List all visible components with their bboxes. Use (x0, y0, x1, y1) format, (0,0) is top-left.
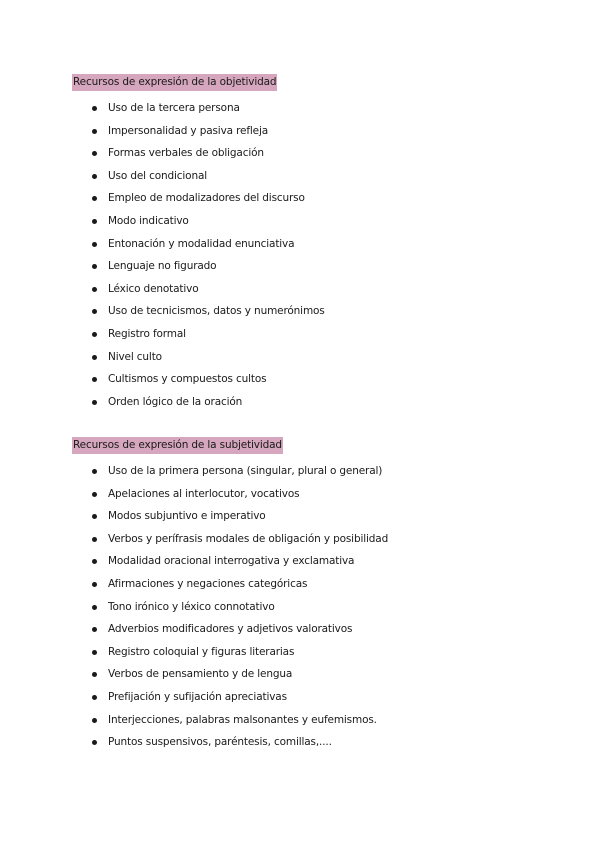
bullet-icon (92, 650, 97, 655)
objetividad-list (72, 97, 552, 413)
subjetividad-heading: Recursos de expresión de la subjetividad (72, 437, 283, 454)
list-item-text: Registro coloquial y figuras literarias (108, 645, 295, 658)
list-item (72, 97, 552, 120)
list-item (72, 663, 552, 686)
bullet-icon (92, 582, 97, 587)
list-item-text: Léxico denotativo (108, 282, 199, 295)
list-item (72, 210, 552, 233)
list-item (72, 528, 552, 551)
list-item-text: Cultismos y compuestos cultos (108, 373, 267, 386)
list-item-text: Nivel culto (108, 350, 162, 363)
bullet-icon (92, 219, 97, 224)
list-item (72, 731, 552, 754)
list-item-text: Uso del condicional (108, 169, 208, 182)
bullet-icon (92, 377, 97, 382)
list-item-text: Tono irónico y léxico connotativo (108, 600, 275, 613)
subjetividad-section (72, 433, 552, 754)
list-item (72, 233, 552, 256)
list-item (72, 618, 552, 641)
list-item (72, 709, 552, 732)
list-item (72, 686, 552, 709)
bullet-icon (92, 196, 97, 201)
bullet-icon (92, 672, 97, 677)
bullet-icon (92, 151, 97, 156)
list-item (72, 165, 552, 188)
list-item-text: Registro formal (108, 327, 186, 340)
bullet-icon (92, 695, 97, 700)
list-item-text: Interjecciones, palabras malsonantes y eufemismos. (108, 713, 377, 726)
list-item-text: Prefijación y sufijación apreciativas (108, 690, 287, 703)
objetividad-heading: Recursos de expresión de la objetividad (72, 74, 277, 91)
list-item (72, 120, 552, 143)
list-item-text: Adverbios modificadores y adjetivos valorativos (108, 623, 353, 636)
list-item-text: Uso de tecnicismos, datos y numerónimos (108, 305, 325, 318)
list-item (72, 368, 552, 391)
list-item-text: Lenguaje no figurado (108, 260, 217, 273)
list-item (72, 300, 552, 323)
list-item (72, 550, 552, 573)
list-item-text: Formas verbales de obligación (108, 147, 264, 160)
list-item-text: Modo indicativo (108, 214, 189, 227)
list-item (72, 323, 552, 346)
bullet-icon (92, 537, 97, 542)
list-item-text: Uso de la primera persona (singular, plural o general) (108, 465, 383, 477)
bullet-icon (92, 287, 97, 292)
list-item-text: Uso de la tercera persona (108, 102, 240, 114)
list-item (72, 278, 552, 301)
bullet-icon (92, 605, 97, 610)
bullet-icon (92, 718, 97, 723)
bullet-icon (92, 129, 97, 134)
list-item (72, 391, 552, 414)
bullet-icon (92, 309, 97, 314)
bullet-icon (92, 106, 97, 111)
bullet-icon (92, 492, 97, 497)
list-item (72, 346, 552, 369)
list-item (72, 573, 552, 596)
list-item-text: Entonación y modalidad enunciativa (108, 237, 295, 250)
list-item-text: Modos subjuntivo e imperativo (108, 510, 266, 523)
list-item (72, 460, 552, 483)
list-item-text: Verbos y perífrasis modales de obligación y posibilidad (108, 532, 389, 545)
subjetividad-list (72, 460, 552, 754)
bullet-icon (92, 264, 97, 269)
list-item-text: Empleo de modalizadores del discurso (108, 192, 305, 205)
list-item-text: Modalidad oracional interrogativa y exclamativa (108, 555, 355, 568)
list-item-text: Verbos de pensamiento y de lengua (108, 668, 293, 681)
list-item (72, 142, 552, 165)
list-item (72, 596, 552, 619)
bullet-icon (92, 469, 97, 474)
bullet-icon (92, 400, 97, 405)
bullet-icon (92, 627, 97, 632)
bullet-icon (92, 332, 97, 337)
bullet-icon (92, 514, 97, 519)
list-item-text: Apelaciones al interlocutor, vocativos (108, 487, 300, 500)
list-item (72, 641, 552, 664)
list-item-text: Orden lógico de la oración (108, 395, 243, 408)
list-item-text: Puntos suspensivos, paréntesis, comillas,.... (108, 736, 332, 749)
objetividad-section (72, 70, 552, 413)
bullet-icon (92, 174, 97, 179)
list-item-text: Afirmaciones y negaciones categóricas (108, 577, 308, 590)
list-item (72, 505, 552, 528)
list-item (72, 255, 552, 278)
bullet-icon (92, 355, 97, 360)
bullet-icon (92, 559, 97, 564)
list-item (72, 483, 552, 506)
list-item (72, 187, 552, 210)
bullet-icon (92, 242, 97, 247)
bullet-icon (92, 740, 97, 745)
list-item-text: Impersonalidad y pasiva refleja (108, 124, 269, 137)
